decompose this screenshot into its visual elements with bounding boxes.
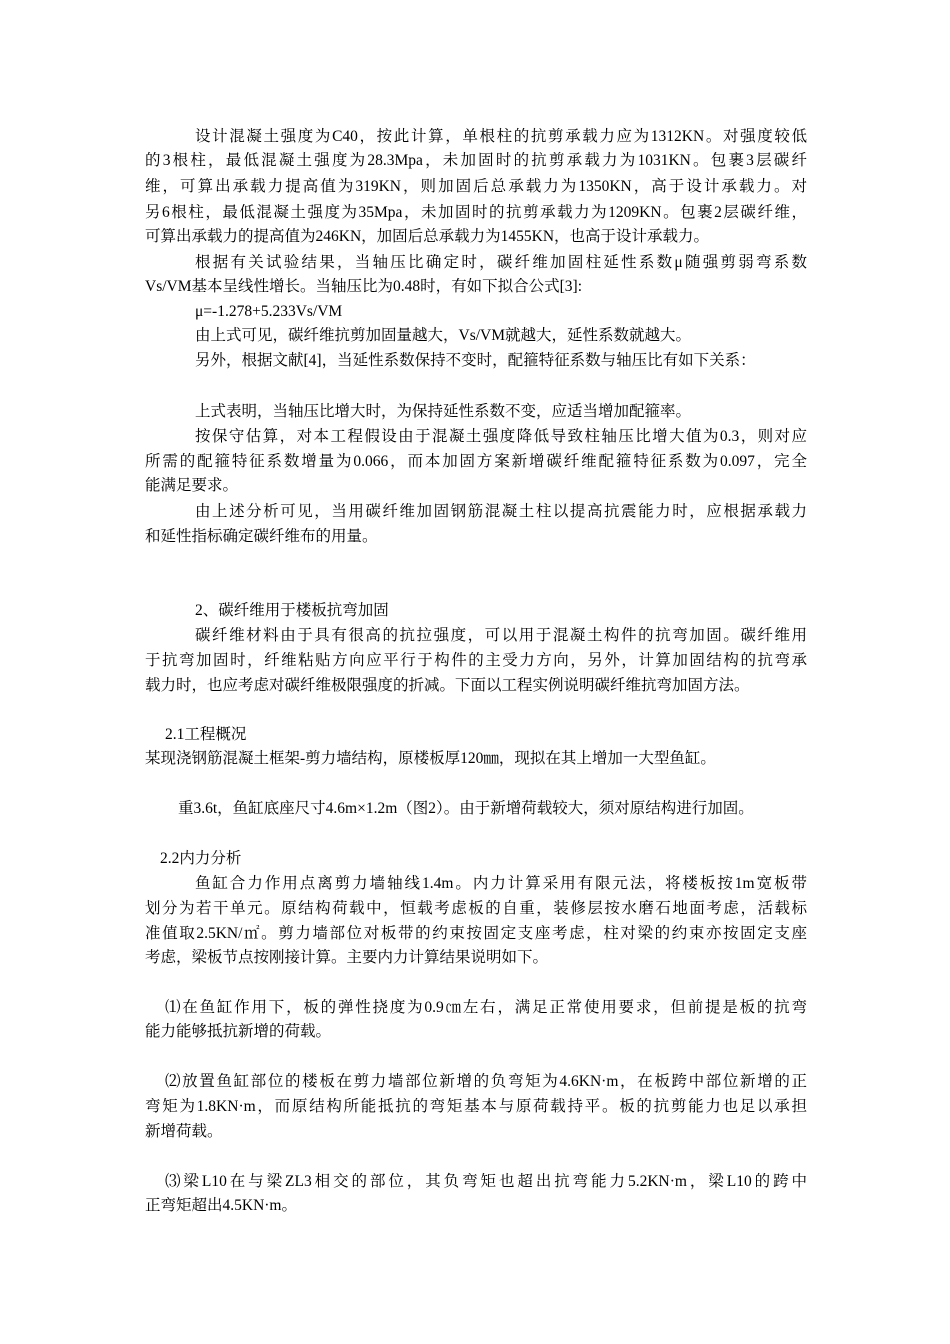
text-line: Vs/VM基本呈线性增长。当轴压比为0.48时，有如下拟合公式[3]: [145,278,583,295]
list-item-line: ⑶梁L10在与梁ZL3相交的部位，其负弯矩也超出抗弯能力5.2KN·m，梁L10的跨中 [165,1173,807,1190]
text-line: 碳纤维材料由于具有很高的抗拉强度，可以用于混凝土构件的抗弯加固。碳纤维用 [195,627,807,644]
list-item-line: ⑵放置鱼缸部位的楼板在剪力墙部位新增的负弯矩为4.6KN·m，在板跨中部位新增的正 [165,1073,807,1090]
text-line: 载力时，也应考虑对碳纤维极限强度的折减。下面以工程实例说明碳纤维抗弯加固方法。 [145,677,750,694]
text-line: 划分为若干单元。原结构荷载中，恒载考虑板的自重，装修层按水磨石地面考虑，活载标 [145,900,807,917]
list-item-line: 新增荷载。 [145,1123,223,1140]
text-line: 维，可算出承载力提高值为319KN，则加固后总承载力为1350KN，高于设计承载力。对 [145,178,807,195]
text-line: 设计混凝土强度为C40，按此计算，单根柱的抗剪承载力应为1312KN。对强度较低 [195,128,807,145]
list-item-line: 正弯矩超出4.5KN·m。 [145,1197,297,1214]
text-line: 由上式可见，碳纤维抗剪加固量越大，Vs/VM就越大，延性系数就越大。 [195,327,692,344]
text-line: 考虑，梁板节点按刚接计算。主要内力计算结果说明如下。 [145,949,549,966]
formula: μ=-1.278+5.233Vs/VM [195,303,343,320]
text-line: 重3.6t，鱼缸底座尺寸4.6m×1.2m（图2）。由于新增荷载较大，须对原结构进行加固。 [178,800,754,817]
text-line: 能满足要求。 [145,477,239,494]
text-line: 另外，根据文献[4]，当延性系数保持不变时，配箍特征系数与轴压比有如下关系： [195,352,756,369]
text-line: 另6根柱，最低混凝土强度为35Mpa，未加固时的抗剪承载力为1209KN。包裹2层碳纤维， [145,204,807,221]
text-line: 的3根柱，最低混凝土强度为28.3Mpa，未加固时的抗剪承载力为1031KN。包裹3层碳纤 [145,152,807,169]
text-line: 上式表明，当轴压比增大时，为保持延性系数不变，应适当增加配箍率。 [195,403,692,420]
text-line: 可算出承载力的提高值为246KN，加固后总承载力为1455KN，也高于设计承载力。 [145,228,710,245]
text-line: 所需的配箍特征系数增量为0.066，而本加固方案新增碳纤维配箍特征系数为0.097，完全 [145,453,807,470]
subsection-heading: 2.1工程概况 [165,726,247,743]
text-line: 由上述分析可见，当用碳纤维加固钢筋混凝土柱以提高抗震能力时，应根据承载力 [195,503,807,520]
text-line: 鱼缸合力作用点离剪力墙轴线1.4m。内力计算采用有限元法，将楼板按1m宽板带 [195,875,807,892]
section-heading: 2、碳纤维用于楼板抗弯加固 [195,602,389,619]
text-line: 于抗弯加固时，纤维粘贴方向应平行于构件的主受力方向，另外，计算加固结构的抗弯承 [145,652,807,669]
text-line: 按保守估算，对本工程假设由于混凝土强度降低导致柱轴压比增大值为0.3，则对应 [195,428,807,445]
list-item-line: ⑴在鱼缸作用下，板的弹性挠度为0.9㎝左右，满足正常使用要求，但前提是板的抗弯 [165,999,807,1016]
list-item-line: 弯矩为1.8KN·m，而原结构所能抵抗的弯矩基本与原荷载持平。板的抗剪能力也足以承担 [145,1098,807,1115]
text-line: 准值取2.5KN/㎡。剪力墙部位对板带的约束按固定支座考虑，柱对梁的约束亦按固定支座 [145,925,807,942]
text-line: 某现浇钢筋混凝土框架-剪力墙结构，原楼板厚120㎜，现拟在其上增加一大型鱼缸。 [145,750,716,767]
text-line: 和延性指标确定碳纤维布的用量。 [145,528,378,545]
text-line: 根据有关试验结果，当轴压比确定时，碳纤维加固柱延性系数μ随强剪弱弯系数 [195,254,807,271]
list-item-line: 能力能够抵抗新增的荷载。 [145,1023,332,1040]
subsection-heading: 2.2内力分析 [160,850,242,867]
